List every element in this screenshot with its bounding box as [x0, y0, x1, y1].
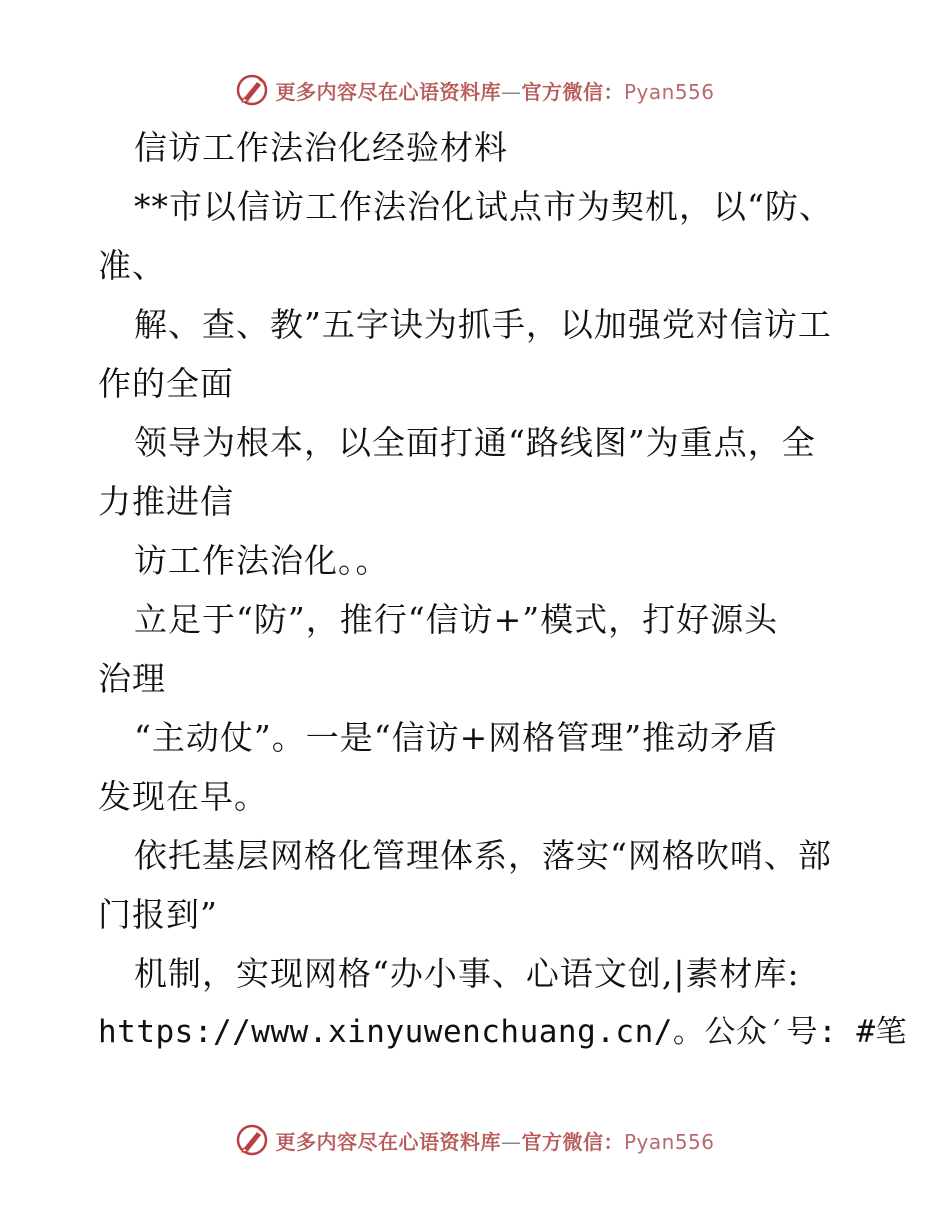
watermark-account: Pyan556 [623, 79, 715, 104]
text-line: **市以信访工作法治化试点市为契机，以“防、 [134, 187, 833, 226]
document-body [98, 118, 908, 1062]
text-line-url: https://www.xinyuwenchuang.cn/。公众′号: #笔 [98, 1014, 908, 1050]
watermark-text [275, 76, 714, 105]
text-line: 门报到” [98, 895, 218, 934]
watermark-dash: — [500, 1129, 522, 1154]
pen-logo-icon [235, 73, 269, 107]
footer-watermark [0, 1120, 950, 1160]
text-line: 访工作法治化。。 [134, 541, 390, 580]
text-line: 依托基层网格化管理体系，落实“网格吹哨、部 [134, 836, 832, 875]
text-line: 机制，实现网格“办小事、心语文创,|素材库: [134, 954, 800, 993]
watermark-main: 更多内容尽在心语资料库 [275, 1129, 501, 1154]
text-line: 作的全面 [98, 364, 234, 403]
watermark-dash: — [500, 79, 522, 104]
text-line: 立足于“防”，推行“信访+”模式，打好源头 [134, 600, 779, 639]
text-line: 领导为根本，以全面打通“路线图”为重点，全 [134, 423, 816, 462]
watermark-label: 官方微信： [521, 79, 624, 104]
text-line: 治理 [98, 659, 166, 698]
watermark-label: 官方微信： [521, 1129, 624, 1154]
pen-logo-icon [235, 1123, 269, 1157]
text-line: 解、查、教”五字诀为抓手，以加强党对信访工 [134, 305, 832, 344]
text-line: 发现在早。 [98, 777, 268, 816]
text-line: 力推进信 [98, 482, 234, 521]
header-watermark [0, 70, 950, 110]
watermark-text [275, 1126, 714, 1155]
watermark-main: 更多内容尽在心语资料库 [275, 79, 501, 104]
text-line: 信访工作法治化经验材料 [134, 128, 508, 167]
watermark-account: Pyan556 [623, 1129, 715, 1154]
text-line: 准、 [98, 246, 166, 285]
text-line: “主动仗”。一是“信访+网格管理”推动矛盾 [134, 718, 779, 757]
